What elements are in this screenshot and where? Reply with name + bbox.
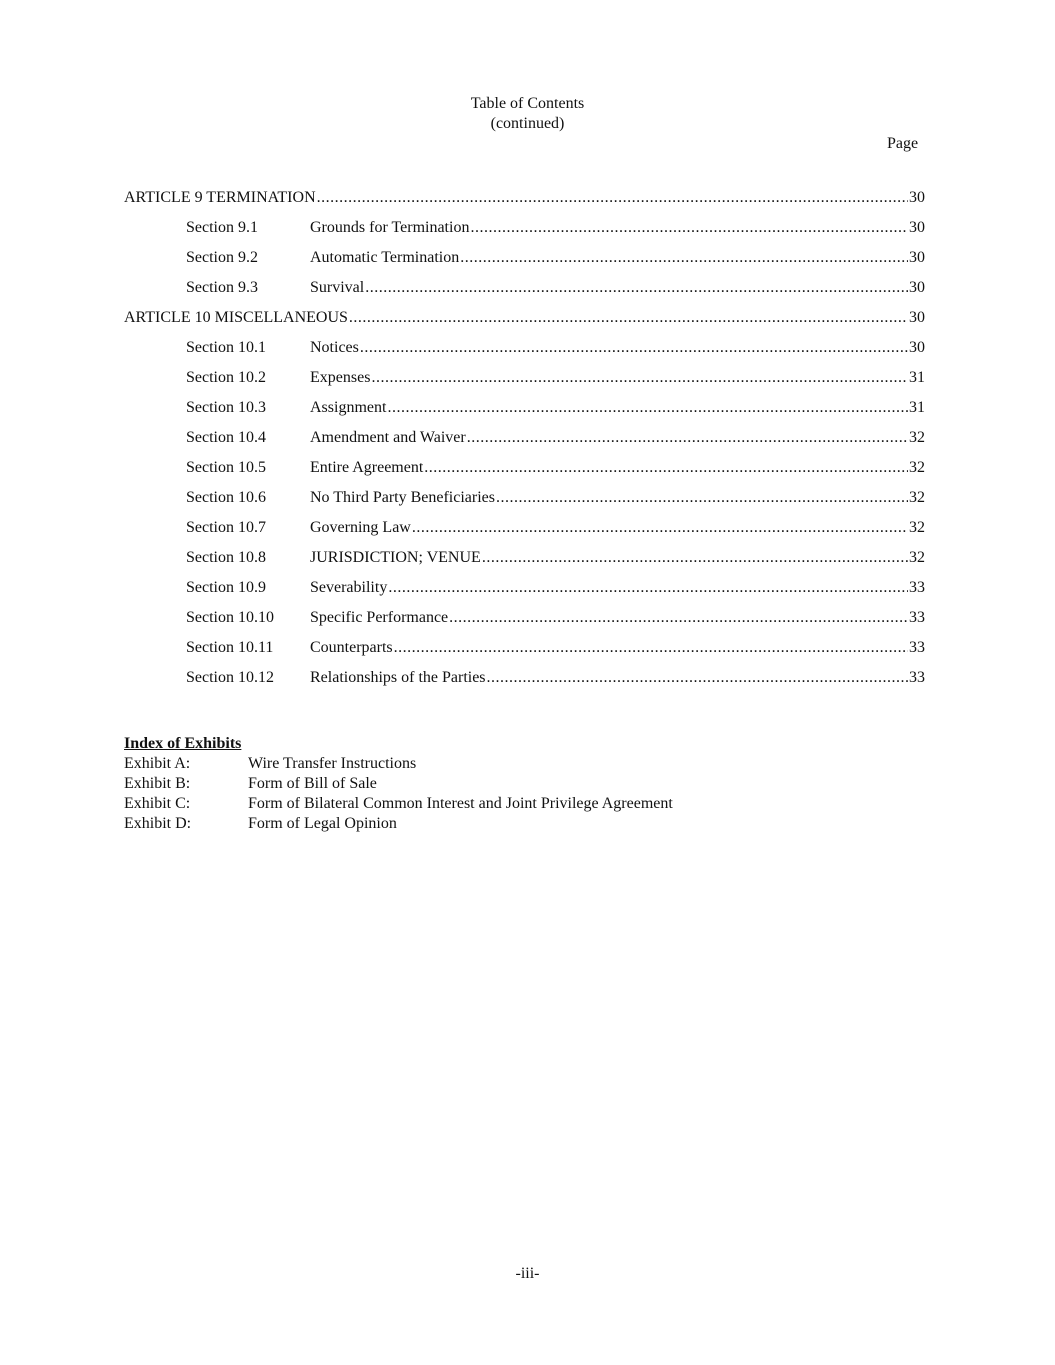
dot-leader [470,218,908,238]
toc-entry-page: 32 [909,489,925,506]
toc-entry-number: Section 10.5 [186,459,266,476]
toc-entry-title: Notices [310,339,359,356]
toc-entry-page: 30 [909,279,925,296]
toc-entry-title: ARTICLE 9 TERMINATION [124,189,316,206]
toc-entry-title: Relationships of the Parties [310,669,486,686]
exhibit-title: Form of Legal Opinion [248,815,397,832]
dot-leader [371,368,908,388]
dot-leader [394,638,908,658]
exhibit-item[interactable] [124,794,924,814]
toc-entry-section-10-2[interactable] [186,368,925,388]
toc-entry-title: Automatic Termination [310,249,460,266]
toc-entry-title: Survival [310,279,365,296]
toc-entry-title: Severability [310,579,388,596]
page-number: -iii- [515,1265,540,1282]
toc-entry-title: Governing Law [310,519,411,536]
toc-entry-number: Section 10.1 [186,339,266,356]
dot-leader [487,668,908,688]
exhibit-label: Exhibit A: [124,755,191,772]
dot-leader [482,548,908,568]
dot-leader [467,428,908,448]
toc-entry-section-9-3[interactable] [186,278,925,298]
dot-leader [449,608,908,628]
exhibit-label: Exhibit C: [124,795,191,812]
toc-entry-page: 33 [909,639,925,656]
toc-entry-page: 33 [909,609,925,626]
toc-entry-number: Section 9.1 [186,219,258,236]
toc-entry-number: Section 10.8 [186,549,266,566]
toc-entry-number: Section 10.6 [186,489,266,506]
toc-title: Table of Contents [470,95,585,112]
toc-entry-number: Section 10.3 [186,399,266,416]
toc-entry-number: Section 10.9 [186,579,266,596]
toc-entry-section-10-5[interactable] [186,458,925,478]
toc-entry-title: Expenses [310,369,371,386]
toc-entry-page: 31 [909,399,925,416]
page-column-label: Page [887,135,919,152]
dot-leader [412,518,908,538]
toc-entry-page: 32 [909,429,925,446]
toc-entry-number: Section 9.3 [186,279,258,296]
toc-entry-title: Amendment and Waiver [310,429,466,446]
dot-leader [360,338,908,358]
toc-entry-section-10-11[interactable] [186,638,925,658]
toc-entry-section-9-2[interactable] [186,248,925,268]
dot-leader [460,248,908,268]
toc-entry-page: 30 [909,309,925,326]
toc-entry-section-9-1[interactable] [186,218,925,238]
exhibit-title: Wire Transfer Instructions [248,755,417,772]
toc-entry-section-10-7[interactable] [186,518,925,538]
toc-entry-number: Section 10.2 [186,369,266,386]
dot-leader [387,398,908,418]
toc-entry-page: 30 [909,219,925,236]
toc-entry-title: No Third Party Beneficiaries [310,489,495,506]
toc-entry-title: Assignment [310,399,387,416]
toc-entry-page: 32 [909,549,925,566]
toc-entry-section-10-3[interactable] [186,398,925,418]
toc-entry-article-9[interactable] [124,188,925,208]
toc-entry-title: Counterparts [310,639,393,656]
toc-entry-section-10-12[interactable] [186,668,925,688]
dot-leader [317,188,908,208]
exhibit-item[interactable] [124,774,924,794]
toc-entry-section-10-8[interactable] [186,548,925,568]
dot-leader [365,278,908,298]
toc-entry-title: Grounds for Termination [310,219,470,236]
exhibit-item[interactable] [124,814,924,834]
toc-entry-section-10-4[interactable] [186,428,925,448]
toc-entry-section-10-9[interactable] [186,578,925,598]
toc-entry-page: 33 [909,579,925,596]
toc-entry-page: 32 [909,519,925,536]
toc-entry-page: 30 [909,189,925,206]
exhibit-label: Exhibit B: [124,775,191,792]
exhibit-index-heading: Index of Exhibits [124,735,242,752]
exhibit-index [124,734,924,834]
toc-entry-section-10-6[interactable] [186,488,925,508]
toc-subtitle: (continued) [490,115,565,132]
exhibit-item[interactable] [124,754,924,774]
toc-entry-title: ARTICLE 10 MISCELLANEOUS [124,309,348,326]
toc-entry-number: Section 10.12 [186,669,274,686]
toc-entry-title: Entire Agreement [310,459,424,476]
toc-entry-page: 30 [909,249,925,266]
toc-entry-title: Specific Performance [310,609,449,626]
toc-entry-page: 33 [909,669,925,686]
toc-entry-page: 31 [909,369,925,386]
toc-entry-page: 30 [909,339,925,356]
dot-leader [349,308,908,328]
toc-entry-section-10-1[interactable] [186,338,925,358]
toc-entry-number: Section 10.4 [186,429,266,446]
toc-entry-number: Section 10.7 [186,519,266,536]
toc-entry-section-10-10[interactable] [186,608,925,628]
toc-entry-title: JURISDICTION; VENUE [310,549,481,566]
dot-leader [496,488,908,508]
dot-leader [424,458,908,478]
dot-leader [388,578,908,598]
exhibit-label: Exhibit D: [124,815,192,832]
toc-entry-page: 32 [909,459,925,476]
exhibit-title: Form of Bill of Sale [248,775,377,792]
exhibit-title: Form of Bilateral Common Interest and Joint Privilege Agreement [248,795,673,812]
toc-entry-number: Section 10.11 [186,639,274,656]
toc-entry-number: Section 9.2 [186,249,258,266]
toc-entry-article-10[interactable] [124,308,925,328]
toc-entry-number: Section 10.10 [186,609,274,626]
